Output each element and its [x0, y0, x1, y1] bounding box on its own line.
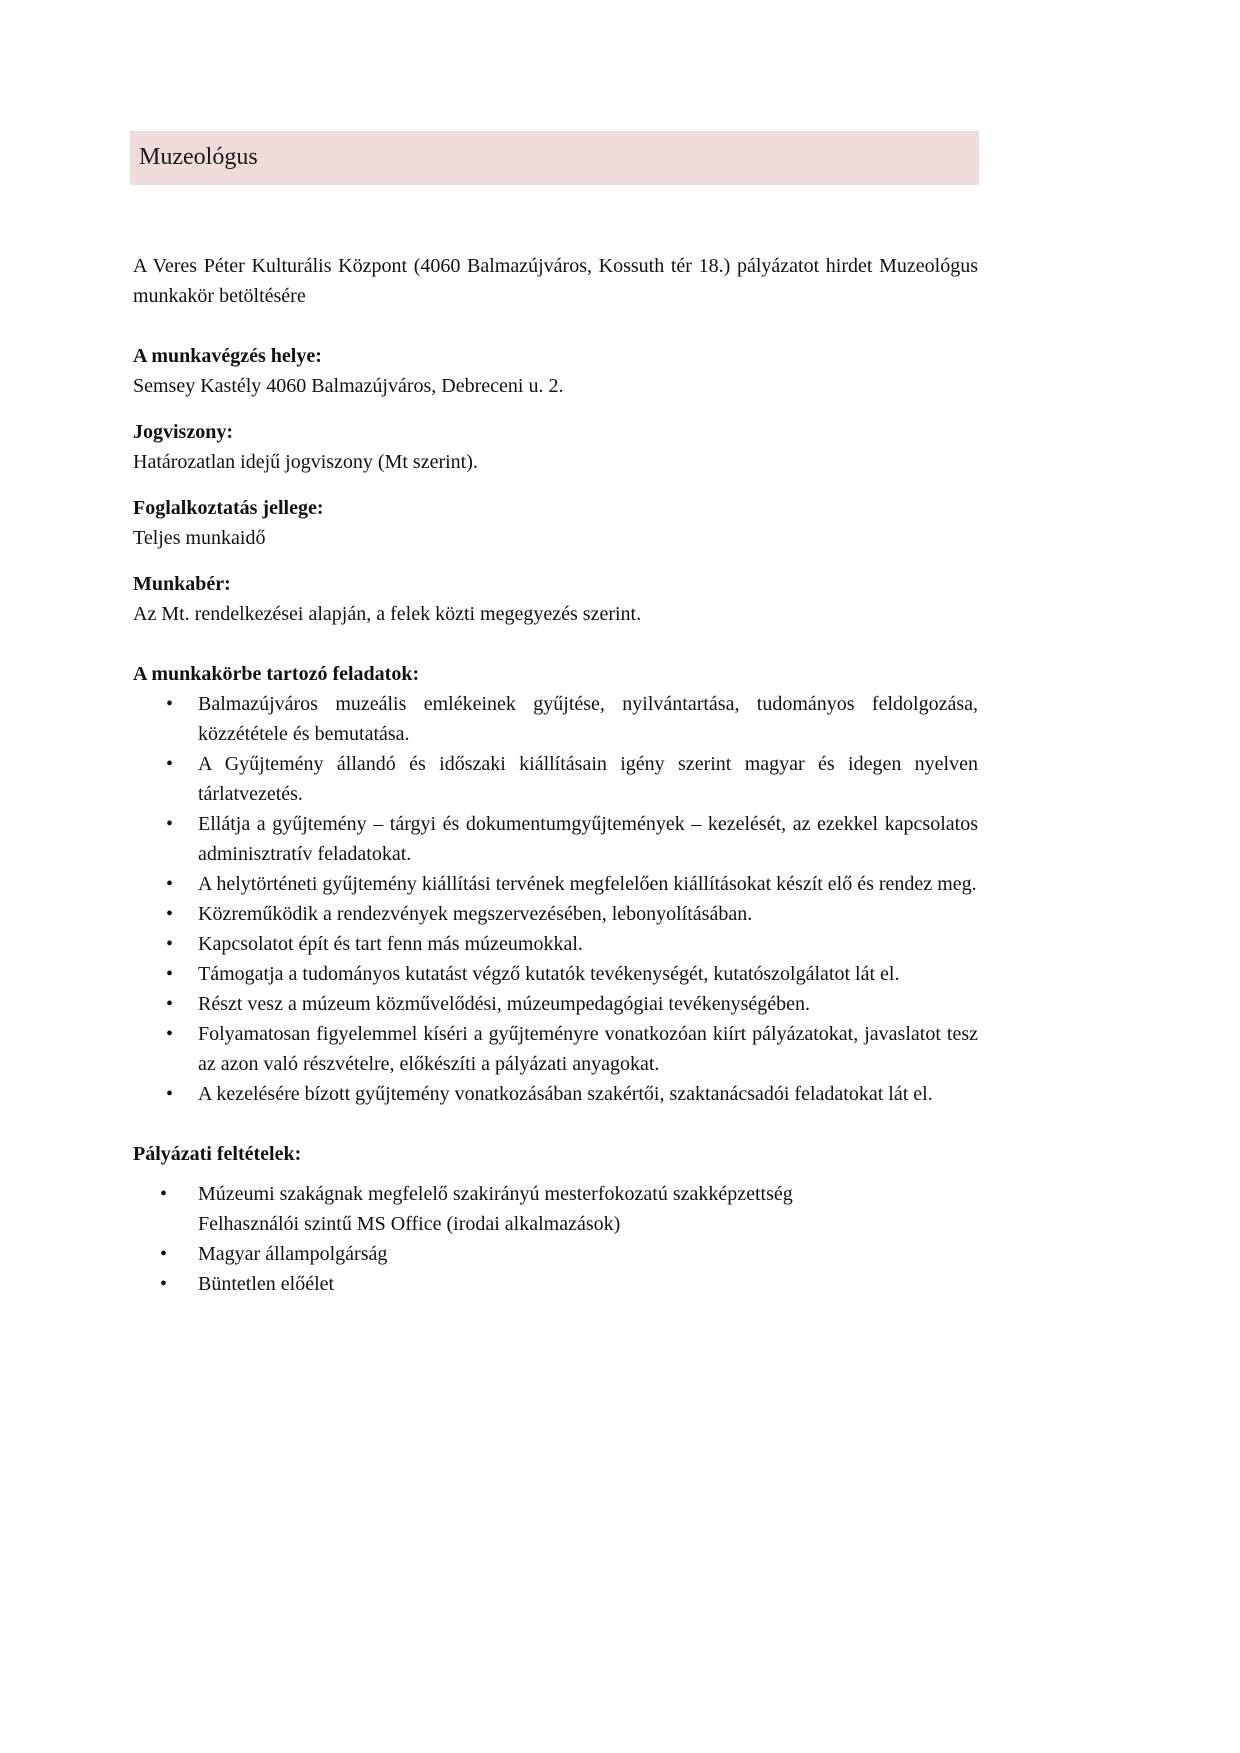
section-value: Határozatlan idejű jogviszony (Mt szerint). [133, 451, 478, 473]
section-label: A munkakörbe tartozó feladatok: [133, 663, 420, 685]
bullet-icon: • [166, 933, 174, 955]
list-item-text: Kapcsolatot épít és tart fenn más múzeumokkal. [198, 933, 583, 955]
list-item [133, 1019, 978, 1079]
bullet-icon: • [166, 1023, 174, 1045]
list-item [133, 1179, 978, 1239]
list-item-text: Támogatja a tudományos kutatást végző kutatók tevékenységét, kutatószolgálatot lát el. [198, 963, 900, 985]
list-item-text: Felhasználói szintű MS Office (irodai alkalmazások) [198, 1213, 621, 1235]
list-item-text: Ellátja a gyűjtemény – tárgyi és dokumentumgyűjtemények – kezelését, az ezekkel kapcsolatos adminisztratív feladatokat. [198, 813, 978, 865]
list-item-text: Magyar állampolgárság [198, 1243, 388, 1265]
bullet-icon: • [166, 1083, 174, 1105]
section-label: Pályázati feltételek: [133, 1143, 302, 1165]
list-item [133, 1239, 978, 1269]
title-band [130, 131, 979, 185]
list-item-text: A kezelésére bízott gyűjtemény vonatkozásában szakértői, szaktanácsadói feladatokat lát el. [198, 1083, 933, 1105]
list-item [133, 869, 978, 899]
bullet-icon: • [166, 813, 174, 835]
list-item [133, 1079, 978, 1109]
requirements-list [133, 1179, 978, 1299]
bullet-icon: • [166, 993, 174, 1015]
list-item-text: Büntetlen előélet [198, 1273, 335, 1295]
section-label: Foglalkoztatás jellege: [133, 497, 324, 519]
document-body [133, 251, 978, 1299]
list-item-text: Balmazújváros muzeális emlékeinek gyűjtése, nyilvántartása, tudományos feldolgozása, közzététele és bemutatása. [198, 693, 978, 745]
duties-list [133, 689, 978, 1109]
bullet-icon: • [166, 963, 174, 985]
list-item [133, 749, 978, 809]
section-value: Teljes munkaidő [133, 527, 266, 549]
section-value: Semsey Kastély 4060 Balmazújváros, Debreceni u. 2. [133, 375, 564, 397]
list-item [133, 689, 978, 749]
section-legal-relationship [133, 417, 978, 477]
section-duties [133, 659, 978, 1109]
bullet-icon: • [166, 693, 174, 715]
list-item [133, 959, 978, 989]
bullet-icon: • [166, 873, 174, 895]
page-title: Muzeológus [139, 144, 258, 170]
list-item-text: Folyamatosan figyelemmel kíséri a gyűjteményre vonatkozóan kiírt pályázatokat, javaslatot tesz az azon való részvételre, előkészíti a pályázati anyagokat. [198, 1023, 978, 1075]
list-item-text: A Gyűjtemény állandó és időszaki kiállításain igény szerint magyar és idegen nyelven tárlatvezetés. [198, 753, 978, 805]
section-employment-type [133, 493, 978, 553]
bullet-icon: • [160, 1273, 168, 1295]
section-salary [133, 569, 978, 629]
intro-paragraph: A Veres Péter Kulturális Központ (4060 Balmazújváros, Kossuth tér 18.) pályázatot hirdet Muzeológus munkakör betöltésére [133, 255, 978, 307]
section-work-location [133, 341, 978, 401]
section-label: Munkabér: [133, 573, 231, 595]
bullet-icon: • [166, 903, 174, 925]
list-item [133, 809, 978, 869]
list-item [133, 989, 978, 1019]
list-item-text: Múzeumi szakágnak megfelelő szakirányú mesterfokozatú szakképzettség [198, 1183, 793, 1205]
list-item-text: A helytörténeti gyűjtemény kiállítási tervének megfelelően kiállításokat készít elő és rendez meg. [198, 873, 977, 895]
list-item [133, 1269, 978, 1299]
section-label: A munkavégzés helye: [133, 345, 322, 367]
bullet-icon: • [160, 1183, 168, 1205]
list-item [133, 929, 978, 959]
list-item-text: Közreműködik a rendezvények megszervezésében, lebonyolításában. [198, 903, 753, 925]
bullet-icon: • [166, 753, 174, 775]
list-item [133, 899, 978, 929]
list-item-text: Részt vesz a múzeum közművelődési, múzeumpedagógiai tevékenységében. [198, 993, 811, 1015]
section-requirements [133, 1139, 978, 1299]
bullet-icon: • [160, 1243, 168, 1265]
section-label: Jogviszony: [133, 421, 233, 443]
section-value: Az Mt. rendelkezései alapján, a felek közti megegyezés szerint. [133, 603, 642, 625]
